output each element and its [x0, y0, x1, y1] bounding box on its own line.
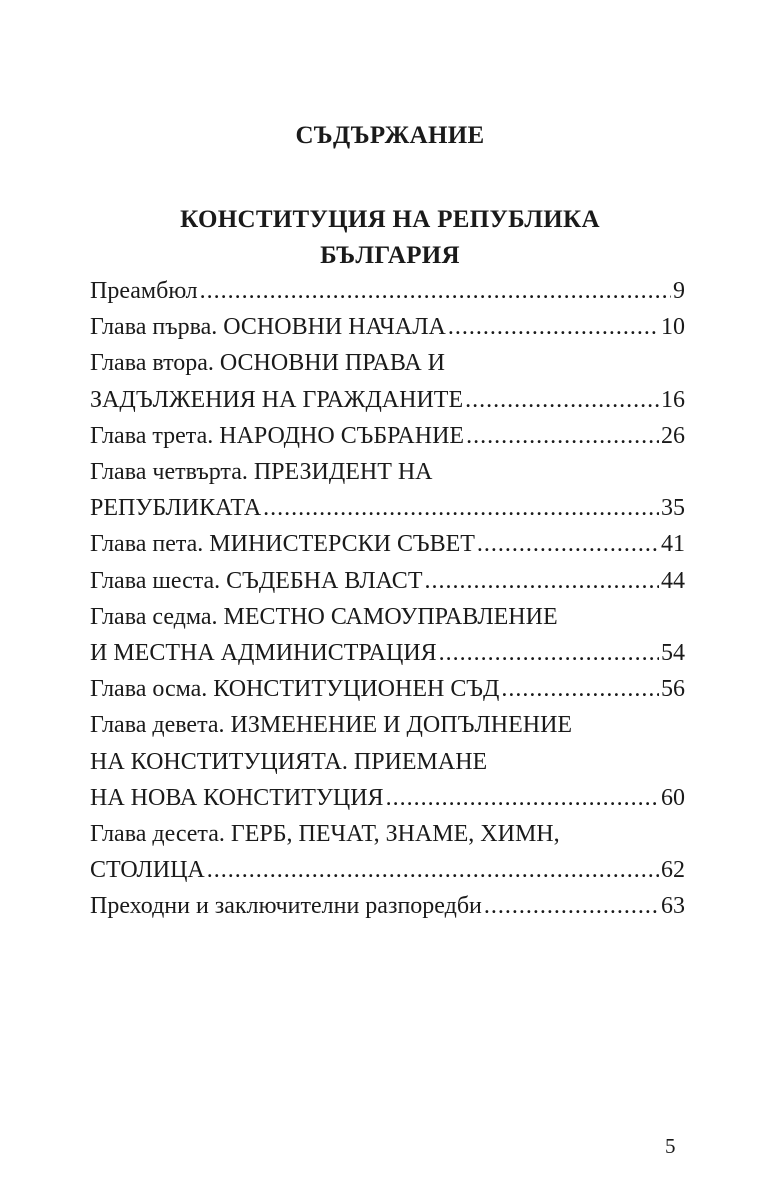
toc-entry-title: НА КОНСТИТУЦИЯТА. ПРИЕМАНЕ [90, 748, 488, 775]
toc-entry-page: 26 [661, 422, 685, 449]
dot-leader [439, 635, 659, 671]
dot-leader [200, 273, 671, 309]
toc-entry-page: 63 [661, 893, 685, 920]
document-title-line-1: КОНСТИТУЦИЯ НА РЕПУБЛИКА [180, 206, 600, 233]
toc-entry-line [90, 345, 685, 381]
dot-leader [207, 852, 659, 888]
dot-leader [386, 780, 659, 816]
toc-entry-page: 54 [661, 640, 685, 667]
document-title [0, 202, 780, 274]
dot-leader [466, 418, 659, 454]
toc-entry-line [90, 852, 685, 888]
toc-entry[interactable] [90, 671, 685, 707]
toc-entry-title: Глава пета. МИНИСТЕРСКИ СЪВЕТ [90, 531, 475, 558]
toc-entry[interactable] [90, 816, 685, 888]
toc-entry-line [90, 454, 685, 490]
toc-entry[interactable] [90, 309, 685, 345]
toc-entry-line [90, 490, 685, 526]
toc-entry-title: Глава трета. НАРОДНО СЪБРАНИЕ [90, 422, 465, 449]
toc-entry-title: НА НОВА КОНСТИТУЦИЯ [90, 784, 384, 811]
dot-leader [484, 888, 659, 924]
toc-entry[interactable] [90, 599, 685, 671]
toc-entry[interactable] [90, 345, 685, 417]
toc-entry-line [90, 635, 685, 671]
toc-entry-page: 56 [661, 676, 685, 703]
dot-leader [448, 309, 659, 345]
dot-leader [263, 490, 659, 526]
toc-entry-line [90, 780, 685, 816]
toc-entry-line [90, 563, 685, 599]
toc-entry-title: Глава втора. ОСНОВНИ ПРАВА И [90, 350, 445, 377]
dot-leader [501, 671, 659, 707]
toc-entry[interactable] [90, 418, 685, 454]
dot-leader [465, 382, 659, 418]
toc-entry-line [90, 816, 685, 852]
toc-entry-page: 9 [673, 278, 685, 304]
toc-entry[interactable] [90, 888, 685, 924]
page-title: СЪДЪРЖАНИЕ [295, 122, 485, 149]
toc-entry-title: Глава девета. ИЗМЕНЕНИЕ И ДОПЪЛНЕНИЕ [90, 712, 573, 739]
toc-entry-line [90, 382, 685, 418]
toc-entry[interactable] [90, 707, 685, 816]
toc-entry-title: Глава десета. ГЕРБ, ПЕЧАТ, ЗНАМЕ, ХИМН, [90, 821, 560, 848]
toc-entry-line [90, 418, 685, 454]
toc-entry[interactable] [90, 526, 685, 562]
toc-entry-title: И МЕСТНА АДМИНИСТРАЦИЯ [90, 640, 437, 667]
toc-entry-title: Преамбюл [90, 278, 198, 304]
toc-entry-page: 60 [661, 784, 685, 811]
toc-entry-line [90, 526, 685, 562]
toc-entry-line [90, 707, 685, 743]
toc-entry-title: РЕПУБЛИКАТА [90, 495, 262, 522]
toc-entry[interactable] [90, 454, 685, 526]
toc-entry-page: 44 [661, 567, 685, 594]
toc-entry-title: Глава осма. КОНСТИТУЦИОНЕН СЪД [90, 676, 500, 703]
toc-entry[interactable] [90, 563, 685, 599]
toc-entry[interactable] [90, 273, 685, 309]
toc-entry-title: Глава седма. МЕСТНО САМОУПРАВЛЕНИЕ [90, 603, 558, 630]
toc-entry-line [90, 744, 685, 780]
toc-entry-title: ЗАДЪЛЖЕНИЯ НА ГРАЖДАНИТЕ [90, 386, 464, 413]
dot-leader [477, 526, 659, 562]
toc-entry-line [90, 599, 685, 635]
dot-leader [424, 563, 659, 599]
toc-entry-title: Глава шеста. СЪДЕБНА ВЛАСТ [90, 567, 423, 594]
toc-entry-page: 35 [661, 495, 685, 522]
table-of-contents [90, 273, 685, 925]
toc-entry-page: 10 [661, 314, 685, 341]
toc-entry-title: Глава четвърта. ПРЕЗИДЕНТ НА [90, 459, 433, 486]
toc-entry-page: 62 [661, 857, 685, 884]
toc-entry-page: 16 [661, 386, 685, 413]
toc-entry-line [90, 671, 685, 707]
toc-entry-line [90, 309, 685, 345]
toc-entry-line [90, 888, 685, 924]
toc-entry-title: СТОЛИЦА [90, 857, 205, 884]
page-number: 5 [665, 1134, 676, 1158]
toc-entry-page: 41 [661, 531, 685, 558]
toc-entry-line [90, 273, 685, 309]
document-title-line-2: БЪЛГАРИЯ [320, 242, 460, 269]
toc-entry-title: Глава първа. ОСНОВНИ НАЧАЛА [90, 314, 446, 341]
toc-entry-title: Преходни и заключителни разпоредби [90, 893, 482, 920]
